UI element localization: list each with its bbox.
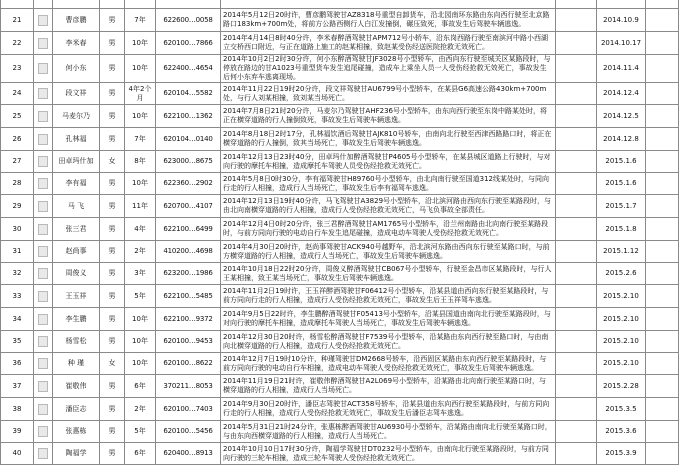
blank-cell xyxy=(556,83,597,105)
record-date: 2015.1.6 xyxy=(597,151,646,173)
license-number: 622100…9372 xyxy=(156,308,221,331)
driver-name: 种 瑾 xyxy=(53,353,100,375)
driving-years: 7年 xyxy=(125,9,156,32)
driver-sex: 男 xyxy=(100,128,125,151)
driving-years: 6年 xyxy=(125,443,156,465)
driver-photo xyxy=(38,358,48,369)
photo-cell xyxy=(34,195,53,218)
record-date: 2015.2.6 xyxy=(597,263,646,285)
blank-cell xyxy=(646,128,679,151)
license-number: 622600…0058 xyxy=(156,9,221,32)
row-number: 24 xyxy=(1,83,34,105)
driver-photo xyxy=(38,448,48,459)
record-date: 2015.2.10 xyxy=(597,285,646,308)
blank-cell xyxy=(646,55,679,83)
record-date: 2014.12.5 xyxy=(597,105,646,128)
license-number: 620100…7403 xyxy=(156,398,221,421)
blank-cell xyxy=(556,241,597,263)
driver-photo xyxy=(38,246,48,257)
blank-cell xyxy=(646,443,679,465)
license-number xyxy=(156,0,221,9)
driving-years: 10年 xyxy=(125,105,156,128)
driving-years xyxy=(125,0,156,9)
photo-cell xyxy=(34,0,53,9)
license-number: 620104…5582 xyxy=(156,83,221,105)
blank-cell xyxy=(556,375,597,398)
blank-cell xyxy=(556,151,597,173)
driver-name: 周俊义 xyxy=(53,263,100,285)
blank-cell xyxy=(556,421,597,443)
driver-photo xyxy=(38,291,48,302)
accident-description xyxy=(221,218,556,241)
row-number xyxy=(1,0,34,9)
blank-cell xyxy=(646,308,679,331)
driver-name: 何小东 xyxy=(53,55,100,83)
accident-description-text: 2014年11月22日19时20分许，段文祥驾驶甘AU6799号小型轿车，在某县G6高速公路430km+700m处，与行人刘某相撞，致刘某当场死亡。 xyxy=(223,84,547,102)
row-number: 36 xyxy=(1,353,34,375)
photo-cell xyxy=(34,173,53,195)
blank-cell xyxy=(646,195,679,218)
accident-description xyxy=(221,105,556,128)
driver-sex: 男 xyxy=(100,421,125,443)
photo-cell xyxy=(34,128,53,151)
row-number: 26 xyxy=(1,128,34,151)
blank-cell xyxy=(646,173,679,195)
license-number: 620700…4107 xyxy=(156,195,221,218)
row-number: 40 xyxy=(1,443,34,465)
driver-sex: 女 xyxy=(100,353,125,375)
driver-photo xyxy=(38,404,48,415)
table-row xyxy=(1,421,679,443)
accident-description xyxy=(221,443,556,465)
row-number: 38 xyxy=(1,398,34,421)
accident-description-text: 2014年11月19日21时许，崔敬伟醉酒驾驶甘A2L069号小型轿车，沿某路由北向南行驶至某路口时，与横穿道路的行人相撞，造成行人当场死亡。 xyxy=(223,377,547,394)
driver-name: 田卓玛什加 xyxy=(53,151,100,173)
driver-sex: 男 xyxy=(100,195,125,218)
driving-years: 5年 xyxy=(125,285,156,308)
driver-photo xyxy=(38,63,48,74)
table-row xyxy=(1,308,679,331)
blank-cell xyxy=(556,32,597,55)
photo-cell xyxy=(34,308,53,331)
driving-years: 11年 xyxy=(125,195,156,218)
driver-photo xyxy=(38,426,48,437)
row-number: 31 xyxy=(1,241,34,263)
driver-photo xyxy=(38,15,48,26)
license-number: 623200…1986 xyxy=(156,263,221,285)
table-row xyxy=(1,105,679,128)
license-number: 620400…8913 xyxy=(156,443,221,465)
photo-cell xyxy=(34,55,53,83)
accident-description-text: 2014年12月13日23时40分，田卓玛什加醉酒驾驶甘P4605号小型轿车，在某县城区道路上行驶时，与对向行驶的摩托车相撞，造成摩托车驾驶人员受伤经抢救无效死亡。 xyxy=(223,152,551,170)
driver-name: 李生鹏 xyxy=(53,308,100,331)
blank-cell xyxy=(556,55,597,83)
photo-cell xyxy=(34,443,53,465)
table-row xyxy=(1,32,679,55)
driving-years: 2年 xyxy=(125,398,156,421)
accident-description-text: 2014年10月2日2时30分许，何小东醉酒驾驶甘JF3028号小型轿车，由西向东行驶至城关区某路段时，与停放在路边的甘A1023号重型货车发生追尾碰撞，造成车上乘坐人员一人受伤经抢救无效死亡，事故发生后何小东弃车逃离现场。 xyxy=(223,55,551,81)
accident-description xyxy=(221,353,556,375)
accident-description-text: 2014年11月2日19时许，王玉祥醉酒驾驶甘F06412号小型轿车，沿某县道由西向东行驶至某路段时，与前方同向行走的行人相撞，造成行人受伤经抢救无效死亡，事故发生后王玉祥驾车逃逸。 xyxy=(223,287,549,304)
driver-sex: 男 xyxy=(100,375,125,398)
license-number: 620100…7866 xyxy=(156,32,221,55)
blank-cell xyxy=(646,218,679,241)
accident-description xyxy=(221,285,556,308)
table-row xyxy=(1,443,679,465)
blank-cell xyxy=(646,398,679,421)
accident-description xyxy=(221,9,556,32)
accident-description xyxy=(221,0,556,9)
license-number: 620100…8622 xyxy=(156,353,221,375)
driver-name: 潘臣志 xyxy=(53,398,100,421)
driver-sex: 男 xyxy=(100,331,125,353)
accident-description xyxy=(221,241,556,263)
record-date: 2014.12.8 xyxy=(597,128,646,151)
accident-description xyxy=(221,331,556,353)
driver-sex: 男 xyxy=(100,105,125,128)
driving-years: 10年 xyxy=(125,55,156,83)
blank-cell xyxy=(646,263,679,285)
record-date: 2015.3.6 xyxy=(597,421,646,443)
row-number: 23 xyxy=(1,55,34,83)
driver-sex: 男 xyxy=(100,308,125,331)
driver-photo xyxy=(38,134,48,145)
blank-cell xyxy=(646,241,679,263)
driver-name: 李米春 xyxy=(53,32,100,55)
table-row xyxy=(1,0,679,9)
driver-photo xyxy=(38,336,48,347)
record-date: 2014.12.4 xyxy=(597,83,646,105)
photo-cell xyxy=(34,331,53,353)
accident-description xyxy=(221,83,556,105)
blank-cell xyxy=(646,0,679,9)
row-number: 28 xyxy=(1,173,34,195)
blank-cell xyxy=(556,9,597,32)
blank-cell xyxy=(556,398,597,421)
accident-description-text: 2014年12月30日20时许，杨雪松醉酒驾驶甘F7539号小型轿车，沿某路由东向西行驶至路口时，与由南向北横穿道路的行人相撞，造成行人受伤经抢救无效死亡。 xyxy=(223,332,549,350)
driver-name: 张惠栋 xyxy=(53,421,100,443)
record-date: 2015.2.10 xyxy=(597,353,646,375)
driving-years: 8年 xyxy=(125,151,156,173)
record-date: 2015.3.9 xyxy=(597,443,646,465)
accident-description xyxy=(221,398,556,421)
accident-description xyxy=(221,55,556,83)
driver-name: 马 飞 xyxy=(53,195,100,218)
accident-description-text: 2014年9月5日22时许，李生鹏醉酒驾驶甘F05413号小型轿车，沿某县国道由南向北行驶至某路段时，与对向行驶的摩托车相撞，造成摩托车驾驶人当场死亡，事故发生后驾驶车辆逃逸。 xyxy=(223,310,551,327)
accident-description xyxy=(221,128,556,151)
table-row xyxy=(1,353,679,375)
accident-description-text: 2014年5月12日20时许，曹彦鹏驾驶甘AZ8318号重型自卸货车，沿北园南环东路由东向西行驶至北京路路口183km+700m处，将前方公路西侧行人白江发撞倒，碾压致死，事故发生后驾驶车辆逃逸。 xyxy=(223,11,550,28)
record-date: 2015.1.6 xyxy=(597,173,646,195)
table-row xyxy=(1,285,679,308)
photo-cell xyxy=(34,218,53,241)
photo-cell xyxy=(34,263,53,285)
driver-name xyxy=(53,0,100,9)
photo-cell xyxy=(34,32,53,55)
driver-sex: 男 xyxy=(100,398,125,421)
accident-description xyxy=(221,151,556,173)
driver-name: 崔敬伟 xyxy=(53,375,100,398)
driver-name: 孔林福 xyxy=(53,128,100,151)
table-row xyxy=(1,83,679,105)
row-number: 35 xyxy=(1,331,34,353)
blank-cell xyxy=(646,32,679,55)
license-number: 622100…1362 xyxy=(156,105,221,128)
driver-name: 杨雪松 xyxy=(53,331,100,353)
blank-cell xyxy=(556,195,597,218)
row-number: 37 xyxy=(1,375,34,398)
record-date: 2015.1.12 xyxy=(597,241,646,263)
driver-sex: 男 xyxy=(100,9,125,32)
accident-description-text: 2014年8月18日2时17分，孔林福饮酒后驾驶甘AJK810号轿车，由南向北行驶至西津西路路口时，将正在横穿道路的行人撞倒，致其当场死亡，事故发生后驾驶车辆逃逸。 xyxy=(223,130,552,147)
driver-name: 马麦尔乃 xyxy=(53,105,100,128)
blank-cell xyxy=(646,421,679,443)
driver-name: 赵尚事 xyxy=(53,241,100,263)
record-date: 2015.2.28 xyxy=(597,375,646,398)
accident-description-text: 2014年12月4日0时20分许，张三君醉酒驾驶甘AM1765号小型轿车，沿兰州南路由北向南行驶至某路段时，与前方同向行驶的电动自行车发生追尾碰撞，造成电动车驾驶人受伤经抢救无效死亡。 xyxy=(223,220,549,237)
table-row xyxy=(1,195,679,218)
accident-description-text: 2014年12月7日19时10分许，种瑾驾驶甘DM2668号轿车，沿西固区某路由东向西行驶至某路段时，与前方同向行驶的电动自行车相撞，造成电动车驾驶人受伤经抢救无效死亡，事故发生后驾驶车辆逃逸。 xyxy=(223,354,547,372)
blank-cell xyxy=(646,83,679,105)
driver-sex: 男 xyxy=(100,55,125,83)
table-row xyxy=(1,331,679,353)
driver-sex xyxy=(100,0,125,9)
license-number: 370211…8053 xyxy=(156,375,221,398)
driver-name: 段文祥 xyxy=(53,83,100,105)
blank-cell xyxy=(646,9,679,32)
record-date xyxy=(597,0,646,9)
photo-cell xyxy=(34,9,53,32)
license-number: 622100…5485 xyxy=(156,285,221,308)
accident-description xyxy=(221,173,556,195)
accident-description-text: 2014年7月8日21时20分许，马麦尔乃驾驶甘AHF236号小型轿车，由东向西行驶至东岗中路某处时，将正在横穿道路的行人撞倒致死，事故发生后驾驶车辆逃逸。 xyxy=(223,107,547,124)
table-row xyxy=(1,218,679,241)
license-number: 623000…8675 xyxy=(156,151,221,173)
driver-sex: 男 xyxy=(100,173,125,195)
photo-cell xyxy=(34,241,53,263)
row-number: 34 xyxy=(1,308,34,331)
driving-years: 4年 xyxy=(125,218,156,241)
blank-cell xyxy=(556,263,597,285)
blank-cell xyxy=(646,151,679,173)
driver-name: 张三君 xyxy=(53,218,100,241)
license-number: 622400…4654 xyxy=(156,55,221,83)
accident-description-text: 2014年5月8日0时30分，李有福驾驶甘H89760号小型轿车，由北向南行驶至国道312线某处时，与同向行走的行人相撞，造成行人当场死亡，事故发生后李有福驾车逃逸。 xyxy=(223,174,549,192)
record-date: 2014.10.9 xyxy=(597,9,646,32)
photo-cell xyxy=(34,105,53,128)
accident-description-text: 2014年10月10日17时30分许，陶福学驾驶甘DT0232号小型轿车，由南向北行驶至某路段时，与前方同向行驶的三轮车相撞，造成三轮车驾驶人受伤经抢救无效死亡。 xyxy=(223,444,549,462)
blank-cell xyxy=(556,443,597,465)
blank-cell xyxy=(556,353,597,375)
license-number: 620100…9453 xyxy=(156,331,221,353)
license-number: 620104…0140 xyxy=(156,128,221,151)
row-number: 22 xyxy=(1,32,34,55)
driver-name: 王玉祥 xyxy=(53,285,100,308)
driving-years: 5年 xyxy=(125,421,156,443)
blank-cell xyxy=(556,0,597,9)
driving-years: 3年 xyxy=(125,263,156,285)
driver-photo xyxy=(38,268,48,279)
driver-photo xyxy=(38,381,48,392)
record-date: 2014.10.17 xyxy=(597,32,646,55)
driving-years: 10年 xyxy=(125,32,156,55)
row-number: 21 xyxy=(1,9,34,32)
driver-photo xyxy=(38,178,48,189)
driver-name: 李有福 xyxy=(53,173,100,195)
row-number: 33 xyxy=(1,285,34,308)
license-number: 622360…2902 xyxy=(156,173,221,195)
accident-description-text: 2014年4月30日20时许，赵尚事驾驶甘ACK940号越野车，沿北滨河东路由西向东行驶至某路口时，与前方横穿道路的行人相撞，造成行人当场死亡，事故发生后驾驶车辆逃逸。 xyxy=(223,242,550,260)
driver-sex: 男 xyxy=(100,443,125,465)
accident-description xyxy=(221,263,556,285)
driver-sex: 男 xyxy=(100,218,125,241)
accident-description-text: 2014年10月18日22时20分许，周俊义醉酒驾驶甘CB067号小型轿车，行驶至金昌市区某路段时，与行人王某相撞，致王某当场死亡，事故发生后驾驶车辆逃逸。 xyxy=(223,264,552,282)
driver-sex: 男 xyxy=(100,285,125,308)
record-date: 2015.1.7 xyxy=(597,195,646,218)
photo-cell xyxy=(34,285,53,308)
table-row xyxy=(1,241,679,263)
driver-photo xyxy=(38,201,48,212)
driving-years: 10年 xyxy=(125,353,156,375)
record-date: 2015.1.8 xyxy=(597,218,646,241)
driver-sex: 男 xyxy=(100,241,125,263)
row-number: 30 xyxy=(1,218,34,241)
row-number: 27 xyxy=(1,151,34,173)
driver-name: 陶福学 xyxy=(53,443,100,465)
table-row xyxy=(1,398,679,421)
blank-cell xyxy=(556,331,597,353)
blank-cell xyxy=(556,105,597,128)
table-row xyxy=(1,55,679,83)
driver-photo xyxy=(38,156,48,167)
blank-cell xyxy=(646,285,679,308)
blank-cell xyxy=(646,375,679,398)
driver-photo xyxy=(38,314,48,325)
driver-photo xyxy=(38,111,48,122)
row-number: 39 xyxy=(1,421,34,443)
table-row xyxy=(1,375,679,398)
driver-sex: 男 xyxy=(100,83,125,105)
table-row xyxy=(1,9,679,32)
records-table-body xyxy=(1,0,679,465)
blank-cell xyxy=(646,331,679,353)
driving-years: 10年 xyxy=(125,308,156,331)
driver-photo xyxy=(38,224,48,235)
accident-description-text: 2014年9月30日20时许，潘臣志驾驶甘ACT358号轿车，沿某县道由东向西行驶至某路段时，与前方同向行走的行人相撞，造成行人受伤经抢救无效死亡，事故发生后潘臣志驾车逃逸。 xyxy=(223,400,550,417)
driver-sex: 男 xyxy=(100,263,125,285)
driving-years: 4年2个月 xyxy=(125,83,156,105)
record-date: 2015.3.5 xyxy=(597,398,646,421)
record-date: 2014.11.4 xyxy=(597,55,646,83)
license-number: 620100…5456 xyxy=(156,421,221,443)
driver-photo xyxy=(38,38,48,49)
row-number: 25 xyxy=(1,105,34,128)
accident-description-text: 2014年12月13日19时40分许，马飞驾驶甘A3829号小型轿车，沿北滨河路由西向东行驶至某路段时，与由北向南横穿道路的行人相撞，造成行人受伤经抢救无效死亡，马飞负事故全部责任。 xyxy=(223,197,552,214)
accident-description-text: 2014年4月14日8时40分许，李米春醉酒驾驶甘APM712号小轿车，沿东岗西路行驶至南滨河中路小西湖立交桥西口附近，与正在道路上施工的赵某相撞，致赵某受伤经送医院抢救无效死亡。 xyxy=(223,34,548,51)
driving-years: 2年 xyxy=(125,241,156,263)
photo-cell xyxy=(34,83,53,105)
photo-cell xyxy=(34,375,53,398)
license-number: 410200…4698 xyxy=(156,241,221,263)
accident-description xyxy=(221,195,556,218)
table-row xyxy=(1,128,679,151)
photo-cell xyxy=(34,353,53,375)
accident-description-text: 2014年5月31日21时24分许，张惠栋醉酒驾驶甘AU6930号小型轿车，沿某路由南向北行驶至某路口时，与由东向西横穿道路的行人相撞，造成行人当场死亡。 xyxy=(223,422,552,440)
accident-description xyxy=(221,308,556,331)
driving-years: 6年 xyxy=(125,375,156,398)
photo-cell xyxy=(34,151,53,173)
driver-sex: 女 xyxy=(100,151,125,173)
accident-description xyxy=(221,421,556,443)
blank-cell xyxy=(646,353,679,375)
photo-cell xyxy=(34,398,53,421)
accident-description xyxy=(221,32,556,55)
photo-cell xyxy=(34,421,53,443)
driver-sex: 男 xyxy=(100,32,125,55)
row-number: 29 xyxy=(1,195,34,218)
driving-years: 10年 xyxy=(125,331,156,353)
blank-cell xyxy=(646,105,679,128)
accident-description xyxy=(221,375,556,398)
blank-cell xyxy=(556,308,597,331)
blank-cell xyxy=(556,285,597,308)
blank-cell xyxy=(556,173,597,195)
blank-cell xyxy=(556,128,597,151)
driving-years: 7年 xyxy=(125,128,156,151)
record-date: 2015.2.10 xyxy=(597,331,646,353)
table-row xyxy=(1,151,679,173)
driver-name: 曹彦鹏 xyxy=(53,9,100,32)
driver-photo xyxy=(38,88,48,99)
license-number: 622100…6499 xyxy=(156,218,221,241)
table-row xyxy=(1,173,679,195)
table-row xyxy=(1,263,679,285)
row-number: 32 xyxy=(1,263,34,285)
driving-years: 10年 xyxy=(125,173,156,195)
blank-cell xyxy=(556,218,597,241)
record-date: 2015.2.10 xyxy=(597,308,646,331)
